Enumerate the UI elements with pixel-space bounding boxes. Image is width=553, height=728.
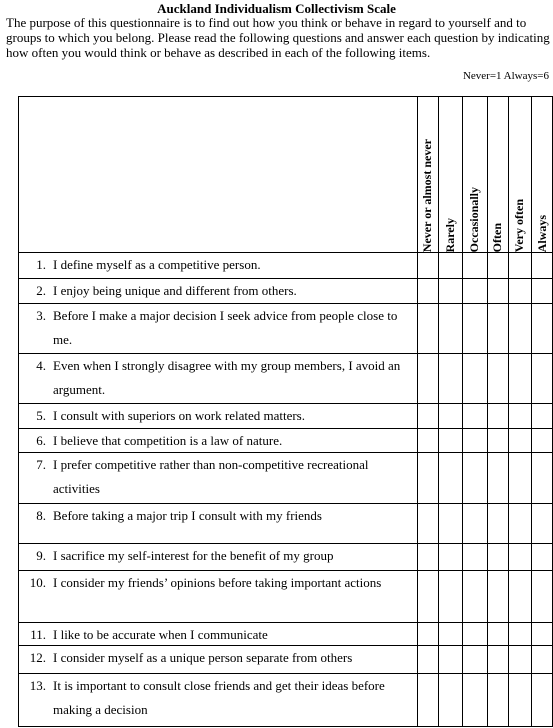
- answer-cell[interactable]: [488, 304, 508, 353]
- answer-cell[interactable]: [532, 453, 553, 503]
- item-number: 4.: [36, 358, 46, 373]
- answer-cell[interactable]: [509, 571, 531, 622]
- column-header-label: Never or almost never: [420, 138, 434, 252]
- instructions-text: The purpose of this questionnaire is to find out how you think or behave in regard to yourself and to groups to which you belong. Please read the following questions and answer each question by indicating how often you would think or behave as described in each of the following items.: [6, 15, 550, 60]
- answer-cell[interactable]: [509, 646, 531, 673]
- page-title: Auckland Individualism Collectivism Scale: [157, 1, 396, 16]
- item-text: I believe that competition is a law of nature.: [53, 433, 283, 448]
- answer-cell[interactable]: [488, 429, 508, 452]
- column-header-label: Occasionally: [467, 186, 481, 252]
- item-number: 8.: [36, 508, 46, 523]
- column-header: [487, 97, 508, 252]
- answer-cell[interactable]: [439, 404, 462, 428]
- column-header-label: Rarely: [442, 217, 457, 252]
- answer-cell[interactable]: [509, 279, 531, 303]
- answer-cell[interactable]: [439, 453, 462, 503]
- item-number: 3.: [36, 308, 46, 323]
- answer-cell[interactable]: [532, 623, 553, 645]
- item-number: 2.: [36, 283, 46, 298]
- answer-cell[interactable]: [439, 253, 462, 278]
- answer-cell[interactable]: [488, 354, 508, 403]
- column-header: [417, 97, 438, 252]
- answer-cell[interactable]: [418, 253, 438, 278]
- item-number: 6.: [36, 433, 46, 448]
- row-divider: [18, 726, 553, 727]
- answer-cell[interactable]: [488, 279, 508, 303]
- item-text: I consult with superiors on work related matters.: [53, 408, 305, 423]
- answer-cell[interactable]: [439, 623, 462, 645]
- item-text: I consider myself as a unique person separate from others: [53, 650, 353, 665]
- column-header-label: Very often: [512, 198, 526, 252]
- column-header: [438, 97, 462, 252]
- answer-cell[interactable]: [463, 429, 487, 452]
- answer-cell[interactable]: [532, 504, 553, 543]
- column-header: [531, 97, 553, 252]
- answer-cell[interactable]: [532, 253, 553, 278]
- item-text: I like to be accurate when I communicate: [53, 627, 268, 642]
- answer-cell[interactable]: [439, 674, 462, 726]
- column-header: [508, 97, 531, 252]
- answer-cell[interactable]: [509, 404, 531, 428]
- answer-cell[interactable]: [439, 354, 462, 403]
- item-text: Before I make a major decision I seek advice from people close to me.: [53, 308, 398, 347]
- answer-cell[interactable]: [488, 504, 508, 543]
- answer-cell[interactable]: [463, 504, 487, 543]
- answer-cell[interactable]: [488, 253, 508, 278]
- answer-cell[interactable]: [509, 623, 531, 645]
- answer-cell[interactable]: [532, 674, 553, 726]
- answer-cell[interactable]: [532, 646, 553, 673]
- table-left-border: [18, 96, 19, 726]
- answer-cell[interactable]: [509, 453, 531, 503]
- answer-cell[interactable]: [418, 354, 438, 403]
- answer-cell[interactable]: [418, 453, 438, 503]
- item-number: 1.: [36, 257, 46, 272]
- answer-cell[interactable]: [418, 429, 438, 452]
- answer-cell[interactable]: [439, 571, 462, 622]
- answer-cell[interactable]: [418, 304, 438, 353]
- answer-cell[interactable]: [418, 646, 438, 673]
- answer-cell[interactable]: [418, 504, 438, 543]
- answer-cell[interactable]: [532, 279, 553, 303]
- answer-cell[interactable]: [418, 674, 438, 726]
- item-text: It is important to consult close friends and get their ideas before making a decision: [53, 678, 385, 717]
- answer-cell[interactable]: [418, 623, 438, 645]
- answer-cell[interactable]: [463, 404, 487, 428]
- answer-cell[interactable]: [463, 453, 487, 503]
- answer-cell[interactable]: [532, 429, 553, 452]
- answer-cell[interactable]: [463, 623, 487, 645]
- answer-cell[interactable]: [532, 354, 553, 403]
- answer-cell[interactable]: [463, 354, 487, 403]
- item-number: 5.: [36, 408, 46, 423]
- answer-cell[interactable]: [418, 571, 438, 622]
- answer-cell[interactable]: [463, 571, 487, 622]
- answer-cell[interactable]: [439, 646, 462, 673]
- answer-cell[interactable]: [488, 623, 508, 645]
- answer-cell[interactable]: [488, 404, 508, 428]
- answer-cell[interactable]: [439, 279, 462, 303]
- answer-cell[interactable]: [488, 571, 508, 622]
- answer-cell[interactable]: [488, 453, 508, 503]
- item-number: 10.: [29, 575, 46, 590]
- answer-cell[interactable]: [463, 304, 487, 353]
- item-text: I enjoy being unique and different from others.: [53, 283, 297, 298]
- answer-cell[interactable]: [509, 544, 531, 570]
- answer-cell[interactable]: [439, 429, 462, 452]
- column-header: [462, 97, 487, 252]
- answer-cell[interactable]: [488, 646, 508, 673]
- answer-cell[interactable]: [509, 253, 531, 278]
- answer-cell[interactable]: [509, 429, 531, 452]
- item-text: I prefer competitive rather than non-competitive recreational activities: [53, 457, 369, 496]
- answer-cell[interactable]: [418, 279, 438, 303]
- item-number: 13.: [29, 678, 46, 693]
- answer-cell[interactable]: [439, 504, 462, 543]
- item-text: Before taking a major trip I consult with my friends: [53, 508, 322, 523]
- item-number: 9.: [36, 548, 46, 563]
- item-text: I define myself as a competitive person.: [53, 257, 261, 272]
- answer-cell[interactable]: [532, 544, 553, 570]
- column-header-label: Always: [534, 214, 549, 252]
- answer-cell[interactable]: [439, 304, 462, 353]
- item-text: I sacrifice my self-interest for the benefit of my group: [53, 548, 334, 563]
- answer-cell[interactable]: [509, 354, 531, 403]
- answer-cell[interactable]: [463, 544, 487, 570]
- answer-cell[interactable]: [532, 571, 553, 622]
- answer-cell[interactable]: [463, 646, 487, 673]
- answer-cell[interactable]: [463, 674, 487, 726]
- answer-cell[interactable]: [509, 304, 531, 353]
- answer-cell[interactable]: [463, 253, 487, 278]
- item-number: 12.: [29, 650, 46, 665]
- item-number: 7.: [36, 457, 46, 472]
- answer-cell[interactable]: [439, 544, 462, 570]
- item-text: I consider my friends’ opinions before taking important actions: [53, 575, 382, 590]
- answer-cell[interactable]: [463, 279, 487, 303]
- answer-cell[interactable]: [509, 504, 531, 543]
- item-number: 11.: [30, 627, 46, 642]
- answer-cell[interactable]: [418, 404, 438, 428]
- answer-cell[interactable]: [418, 544, 438, 570]
- answer-cell[interactable]: [488, 544, 508, 570]
- item-text: Even when I strongly disagree with my group members, I avoid an argument.: [53, 358, 401, 397]
- answer-cell[interactable]: [509, 674, 531, 726]
- answer-cell[interactable]: [532, 404, 553, 428]
- answer-cell[interactable]: [488, 674, 508, 726]
- column-header-label: Often: [490, 222, 504, 252]
- answer-cell[interactable]: [532, 304, 553, 353]
- scale-note: Never=1 Always=6: [462, 70, 549, 82]
